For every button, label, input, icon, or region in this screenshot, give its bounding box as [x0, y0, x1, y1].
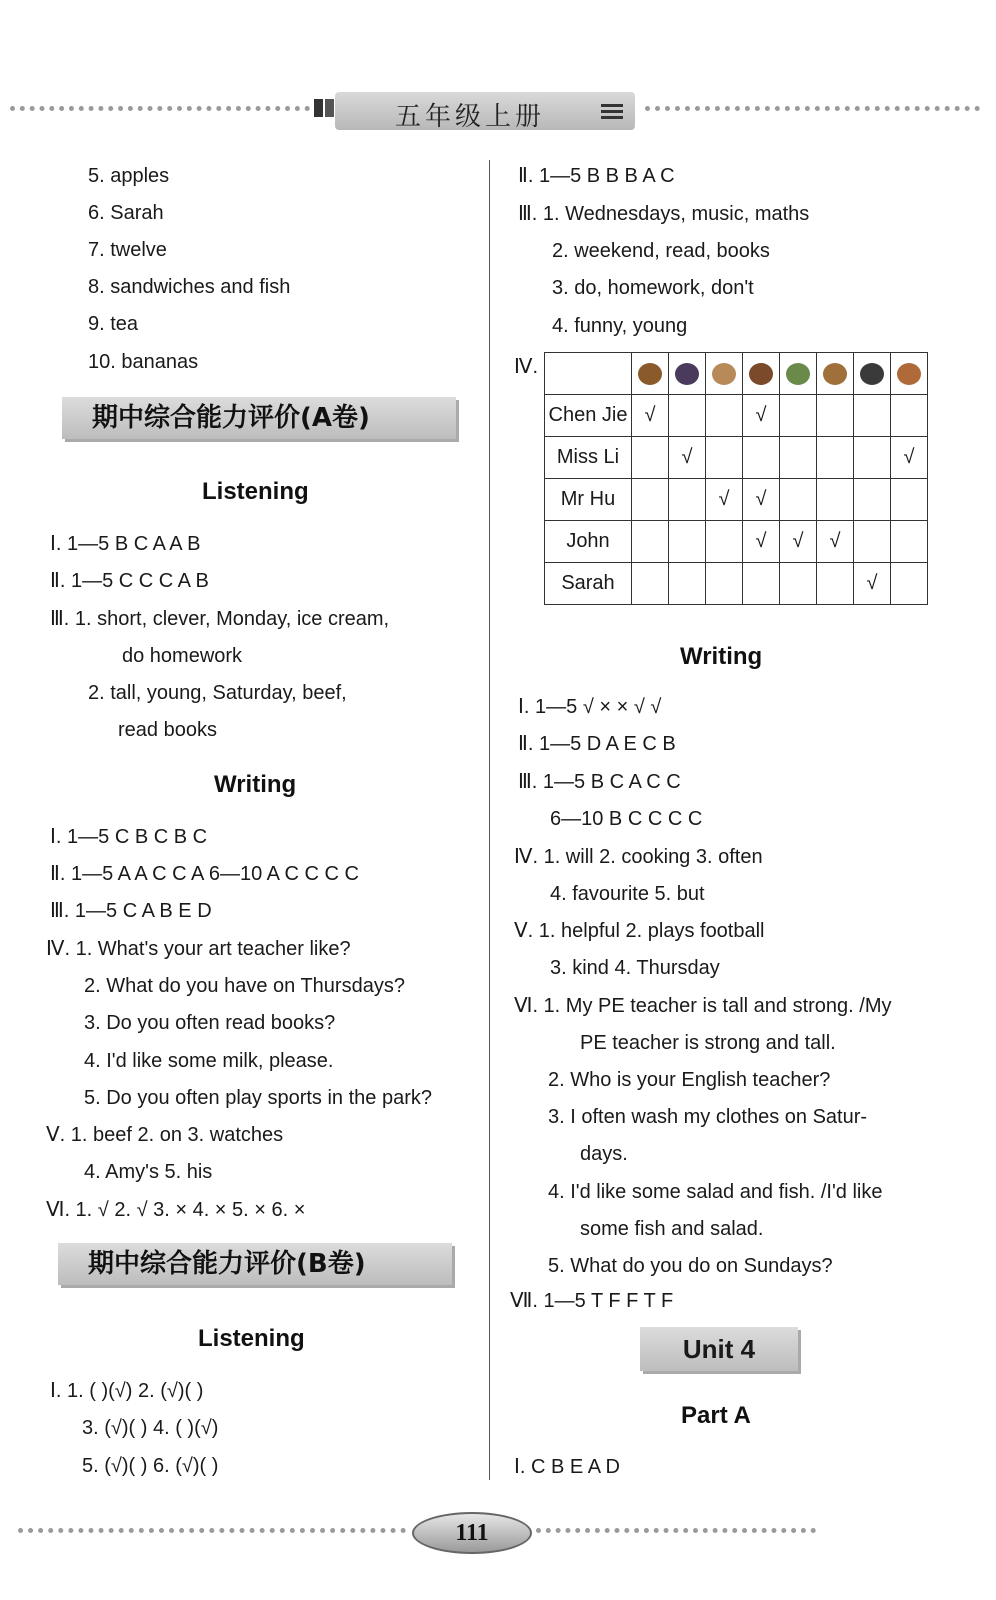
table-row — [545, 521, 928, 563]
mark-cell: √ — [743, 395, 780, 437]
mark-cell: √ — [854, 563, 891, 605]
mark-cell — [706, 437, 743, 479]
answer-line: Ⅰ. 1—5 √ × × √ √ — [518, 696, 662, 718]
answer-line: Ⅱ. 1—5 A A C C A 6—10 A C C C C — [50, 863, 359, 885]
answer-line: 3. do, homework, don't — [552, 277, 754, 299]
mark-cell: √ — [780, 521, 817, 563]
answer-line: Ⅲ. 1—5 B C A C C — [518, 771, 681, 793]
answer-line: Ⅲ. 1—5 C A B E D — [50, 900, 212, 922]
section-title-writing-right: Writing — [680, 643, 763, 670]
chicken-icon — [749, 363, 773, 385]
mark-cell — [780, 479, 817, 521]
answer-line: Ⅱ. 1—5 C C C A B — [50, 570, 209, 592]
sandwich-icon — [823, 363, 847, 385]
table-row — [545, 395, 928, 437]
mark-cell — [743, 437, 780, 479]
answer-line: Ⅰ. 1—5 B C A A B — [50, 533, 201, 555]
ice-cream-icon — [712, 363, 736, 385]
answer-line: 3. (√)( ) 4. ( )(√) — [82, 1417, 219, 1439]
answer-line: Ⅰ. C B E A D — [514, 1456, 620, 1478]
answer-line: 3. kind 4. Thursday — [550, 957, 720, 979]
row-name: Mr Hu — [545, 479, 632, 521]
answer-line: 6—10 B C C C C — [550, 808, 703, 830]
mark-cell — [891, 563, 928, 605]
answer-line: Ⅶ. 1—5 T F F T F — [510, 1290, 674, 1312]
mark-cell — [854, 395, 891, 437]
mark-cell: √ — [669, 437, 706, 479]
mark-cell — [817, 479, 854, 521]
book-icon-right — [600, 100, 624, 124]
row-name: John — [545, 521, 632, 563]
grapes-icon — [675, 363, 699, 385]
answer-line: 2. tall, young, Saturday, beef, — [88, 682, 347, 704]
salad-icon — [786, 363, 810, 385]
table-row — [545, 437, 928, 479]
header-dots-right — [645, 106, 980, 111]
answer-line: Ⅵ. 1. My PE teacher is tall and strong. /My — [514, 995, 892, 1017]
answer-line: Ⅳ. 1. will 2. cooking 3. often — [514, 846, 763, 868]
answer-line: 6. Sarah — [88, 202, 164, 224]
mark-cell — [854, 479, 891, 521]
answer-line: 10. bananas — [88, 351, 199, 373]
answer-line: Ⅰ. 1—5 C B C B C — [50, 826, 208, 848]
answer-line: days. — [580, 1143, 628, 1165]
section-title-listening: Listening — [202, 478, 309, 505]
book-icon — [312, 96, 336, 120]
food-table — [544, 352, 928, 605]
column-divider — [489, 160, 490, 1480]
answer-line: PE teacher is strong and tall. — [580, 1032, 836, 1054]
footer-dots-left — [18, 1528, 406, 1533]
answer-line: 2. weekend, read, books — [552, 240, 770, 262]
mark-cell — [780, 395, 817, 437]
mark-cell: √ — [706, 479, 743, 521]
answer-line: 5. Do you often play sports in the park? — [84, 1087, 432, 1109]
answer-line: 3. Do you often read books? — [84, 1012, 336, 1034]
answer-line: Ⅴ. 1. helpful 2. plays football — [514, 920, 765, 942]
answer-line: 4. I'd like some salad and fish. /I'd like — [548, 1181, 883, 1203]
mark-cell — [669, 479, 706, 521]
mark-cell — [706, 563, 743, 605]
answer-line: Ⅴ. 1. beef 2. on 3. watches — [46, 1124, 284, 1146]
mark-cell — [669, 395, 706, 437]
table-corner — [545, 353, 632, 395]
table-row — [545, 563, 928, 605]
mark-cell — [706, 521, 743, 563]
table-header-row — [545, 353, 928, 395]
section-title-listening-b: Listening — [198, 1325, 305, 1352]
answer-line: do homework — [122, 645, 243, 667]
mark-cell — [817, 563, 854, 605]
mark-cell — [743, 563, 780, 605]
table-row — [545, 479, 928, 521]
answer-line: 9. tea — [88, 313, 139, 335]
unit-title: Unit 4 — [640, 1327, 798, 1371]
section-banner-a: 期中综合能力评价(A卷) — [62, 397, 456, 439]
mark-cell — [706, 395, 743, 437]
grade-title: 五年级上册 — [395, 102, 546, 132]
tomato-icon — [860, 363, 884, 385]
answer-line: 4. Amy's 5. his — [84, 1161, 213, 1183]
table-label: Ⅳ. — [514, 356, 539, 378]
answer-line: Ⅰ. 1. ( )(√) 2. (√)( ) — [50, 1380, 204, 1402]
mark-cell — [891, 479, 928, 521]
mark-cell: √ — [817, 521, 854, 563]
answer-line: read books — [118, 719, 217, 741]
answer-line: 2. What do you have on Thursdays? — [84, 975, 405, 997]
answer-line: 5. apples — [88, 165, 170, 187]
answer-line: some fish and salad. — [580, 1218, 764, 1240]
section-title-writing: Writing — [214, 771, 297, 798]
footer-dots-right — [536, 1528, 816, 1533]
mark-cell: √ — [632, 395, 669, 437]
mark-cell — [632, 479, 669, 521]
answer-line: 8. sandwiches and fish — [88, 276, 291, 298]
mark-cell — [817, 437, 854, 479]
answer-line: Ⅲ. 1. Wednesdays, music, maths — [518, 203, 810, 225]
mark-cell — [669, 563, 706, 605]
hamburger-icon — [638, 363, 662, 385]
answer-line: 7. twelve — [88, 239, 167, 261]
answer-line: Ⅲ. 1. short, clever, Monday, ice cream, — [50, 608, 390, 630]
mark-cell — [632, 521, 669, 563]
answer-line: Ⅱ. 1—5 D A E C B — [518, 733, 676, 755]
mark-cell: √ — [743, 521, 780, 563]
answer-line: 5. (√)( ) 6. (√)( ) — [82, 1455, 219, 1477]
row-name: Miss Li — [545, 437, 632, 479]
fruit-basket-icon — [897, 363, 921, 385]
page-number: 111 — [412, 1512, 532, 1554]
mark-cell — [780, 563, 817, 605]
mark-cell — [891, 521, 928, 563]
mark-cell — [669, 521, 706, 563]
mark-cell — [780, 437, 817, 479]
mark-cell — [632, 437, 669, 479]
header-dots-left — [10, 106, 310, 111]
answer-line: Ⅱ. 1—5 B B B A C — [518, 165, 675, 187]
part-title: Part A — [681, 1402, 751, 1429]
section-banner-b: 期中综合能力评价(B卷) — [58, 1243, 452, 1285]
answer-line: 5. What do you do on Sundays? — [548, 1255, 833, 1277]
answer-line: 4. funny, young — [552, 315, 688, 337]
row-name: Sarah — [545, 563, 632, 605]
answer-line: 4. I'd like some milk, please. — [84, 1050, 334, 1072]
answer-line: 3. I often wash my clothes on Satur- — [548, 1106, 868, 1128]
answer-line: 4. favourite 5. but — [550, 883, 705, 905]
mark-cell — [854, 437, 891, 479]
answer-line: 2. Who is your English teacher? — [548, 1069, 831, 1091]
row-name: Chen Jie — [545, 395, 632, 437]
answer-line: Ⅵ. 1. √ 2. √ 3. × 4. × 5. × 6. × — [46, 1199, 306, 1221]
mark-cell — [891, 395, 928, 437]
answer-line: Ⅳ. 1. What's your art teacher like? — [46, 938, 351, 960]
mark-cell — [632, 563, 669, 605]
mark-cell: √ — [891, 437, 928, 479]
mark-cell — [854, 521, 891, 563]
mark-cell: √ — [743, 479, 780, 521]
mark-cell — [817, 395, 854, 437]
